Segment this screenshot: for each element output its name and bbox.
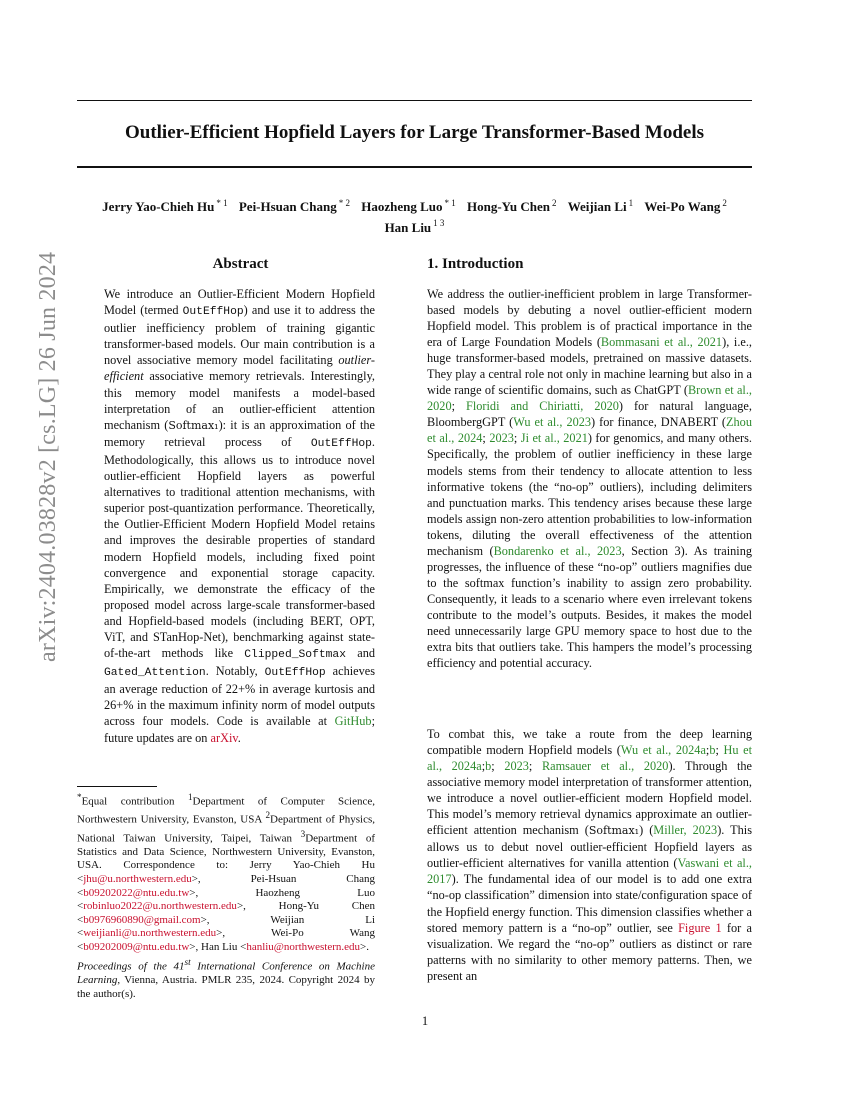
citation-link[interactable]: 2023 [504,759,529,774]
citation-link[interactable]: Bommasani et al., 2021 [600,335,723,350]
author-list [77,195,752,236]
abstract-body: We introduce an Outlier-Efficient Modern Hopfield Model (termed OutEffHop) and use it to address the outlier inefficiency problem of training gigantic transformer-based models. Our main contribution is a novel associative memory model facilitating outlier-efficient associative memory retrievals. Interestingly, this memory model manifests a model-based interpretation of an outlier-efficient attention mechanism (Softmax₁): it is an approximation of the memory retrieval process of OutEffHop. Methodologically, this allows us to introduce novel outlier-efficient Hopfield layers as powerful alternatives to traditional attention mechanisms, with superior post-quantization performance. Theoretically, the Outlier-Efficient Modern Hopfield Model retains and improves the desirable properties of standard modern Hopfield models, including fixed point convergence and exponential storage capacity. Empirically, we demonstrate the efficacy of the proposed model across large-scale transformer-based and Hopfield-based models (including BERT, OPT, ViT, and STanHop-Net), benchmarking against state-of-the-art methods like Clipped_Softmax and Gated_Attention. Notably, OutEffHop achieves an average reduction of 22+% in average kurtosis and 26+% in the maximum infinity norm of model outputs across four models. Code is available at GitHub; future updates are on arXiv. [104,287,375,745]
intro-paragraph-1: We address the outlier-inefficient problem in large Transformer-based models by debuting a novel outlier-efficient modern Hopfield model. This problem is of practical importance in the era of Large Foundation Models (Bommasani et al., 2021), i.e., huge transformer-based models, pretrained on massive datasets. They play a central role not only in machine learning but also in a wide range of scientific domains, such as ChatGPT (Brown et al., 2020; Floridi and Chiriatti, 2020) for natural language, BloombergGPT (Wu et al., 2023) for finance, DNABERT (Zhou et al., 2024; 2023; Ji et al., 2021) for genomics, and many others. Specifically, the problem of outlier inefficiency in these large models stems from their tendency to allocate attention to less informative tokens (the “no-op” outliers), including delimiters and punctuation marks. This tendency arises because these large models assign non-zero attention probabilities to low-information tokens, diluting the overall effectiveness of the attention mechanism (Bondarenko et al., 2023, Section 3). As training progresses, the influence of these “no-op” outliers magnifies due to the softmax function’s inability to assign zero probability. Consequently, it leads to a scenario where even irrelevant tokens contribute to the model’s outputs. Besides, it makes the model need unnecessarily large GPU memory space to host due to the extra bits that outliers take. This hampers the model’s processing efficiency and potential accuracy. [427,287,753,671]
citation-link[interactable]: Vaswani et al., 2017 [427,856,752,887]
github-link[interactable]: GitHub [334,714,372,729]
author: Pei-Hsuan Chang $^{* 2}$ [238,198,350,215]
email-link[interactable]: b09202022@ntu.edu.tw [83,886,190,899]
citation-link[interactable]: Zhou et al., 2024 [427,415,752,446]
author: Wei-Po Wang $^2$ [644,198,727,215]
title-rule-top [77,100,752,101]
email-link[interactable]: hanliu@northwestern.edu [246,940,360,953]
citation-link[interactable]: Bondarenko et al., 2023 [493,543,622,558]
citation-link[interactable]: b [485,759,492,774]
email-link[interactable]: b09202009@ntu.edu.tw [83,940,190,953]
footnote-rule [77,786,157,787]
title-rule-bottom [77,166,752,168]
figure-reference-link[interactable]: Figure 1 [678,920,722,935]
citation-link[interactable]: Ji et al., 2021 [520,431,588,446]
author: Hong-Yu Chen $^2$ [467,198,557,215]
intro-paragraph-2: To combat this, we take a route from the deep learning compatible modern Hopfield models (Wu et al., 2024a;b; Hu et al., 2024a;b; 2023; Ramsauer et al., 2020). Through the associative memory model interpretation of transformer attention, we introduce a novel outlier-efficient modern Hopfield model. This model’s memory retrieval dynamics approximate an outlier-efficient attention mechanism (Softmax₁) (Miller, 2023). This allows us to debut novel outlier-efficient Hopfield layers as outlier-efficient alternatives for vanilla attention (Vaswani et al., 2017). The fundamental idea of our model is to add one extra “no-op classification” dimension into state/configuration space of the Hopfield energy function. This dimension classifies whether a stored memory pattern is a “no-op” outlier, see Figure 1 for a visualization. We regard the “no-op” outliers as distinct or rare patterns with no similarity to other memory patterns. Then, we present an [427,727,753,983]
paper-title: Outlier-Efficient Hopfield Layers for Large Transformer-Based Models [124,122,705,143]
citation-link[interactable]: Floridi and Chiriatti, 2020 [466,399,619,414]
email-link[interactable]: robinluo2022@u.northwestern.edu [83,900,237,913]
citation-link[interactable]: b [709,743,716,758]
proceedings-note: Proceedings of the 41st International Conference on Machine Learning, Vienna, Austria. PMLR 235, 2024. Copyright 2024 by the author(s). [77,957,375,1000]
abstract-heading: Abstract [212,256,269,272]
citation-link[interactable]: Wu et al., 2024a [620,743,706,758]
affiliation-footnote: *Equal contribution $^1$Department of Computer Science, Northwestern University, Evanston, USA $^2$Department of Physics, National Taiwan University, Taipei, Taiwan $^3$Department of Statistics and Data Science, Northwestern University, Evanston, USA. Correspondence to: Jerry Yao-Chieh Hu <jhu@u.northwestern.edu>, Pei-Hsuan Chang <b09202022@ntu.edu.tw>, Haozheng Luo <robinluo2022@u.northwestern.edu>, Hong-Yu Chen <b0976960890@gmail.com>, Weijian Li <weijianli@u.northwestern.edu>, Wei-Po Wang <b09202009@ntu.edu.tw>, Han Liu <hanliu@northwestern.edu>. [77,792,376,953]
citation-link[interactable]: Wu et al., 2023 [513,415,592,430]
email-link[interactable]: jhu@u.northwestern.edu [83,872,192,885]
citation-link[interactable]: Miller, 2023 [653,823,718,838]
arxiv-identifier-stamp: arXiv:2404.03828v2 [cs.LG] 26 Jun 2024 [35,251,61,662]
author: Haozheng Luo $^{* 1}$ [361,198,456,215]
citation-link[interactable]: 2023 [489,431,514,446]
citation-link[interactable]: Ramsauer et al., 2020 [541,759,669,774]
email-link[interactable]: weijianli@u.northwestern.edu [83,927,217,940]
author: Han Liu $^{1 3}$ [384,218,445,235]
email-link[interactable]: b0976960890@gmail.com [83,913,201,926]
arxiv-link[interactable]: arXiv [210,730,238,745]
author: Weijian Li $^1$ [567,198,634,215]
section-heading-introduction: 1. Introduction [427,256,524,272]
citation-link[interactable]: Hu et al., 2024a [427,743,752,774]
page-number: 1 [421,1014,429,1028]
author: Jerry Yao-Chieh Hu $^{* 1}$ [102,198,228,215]
citation-link[interactable]: Brown et al., 2020 [427,383,752,414]
